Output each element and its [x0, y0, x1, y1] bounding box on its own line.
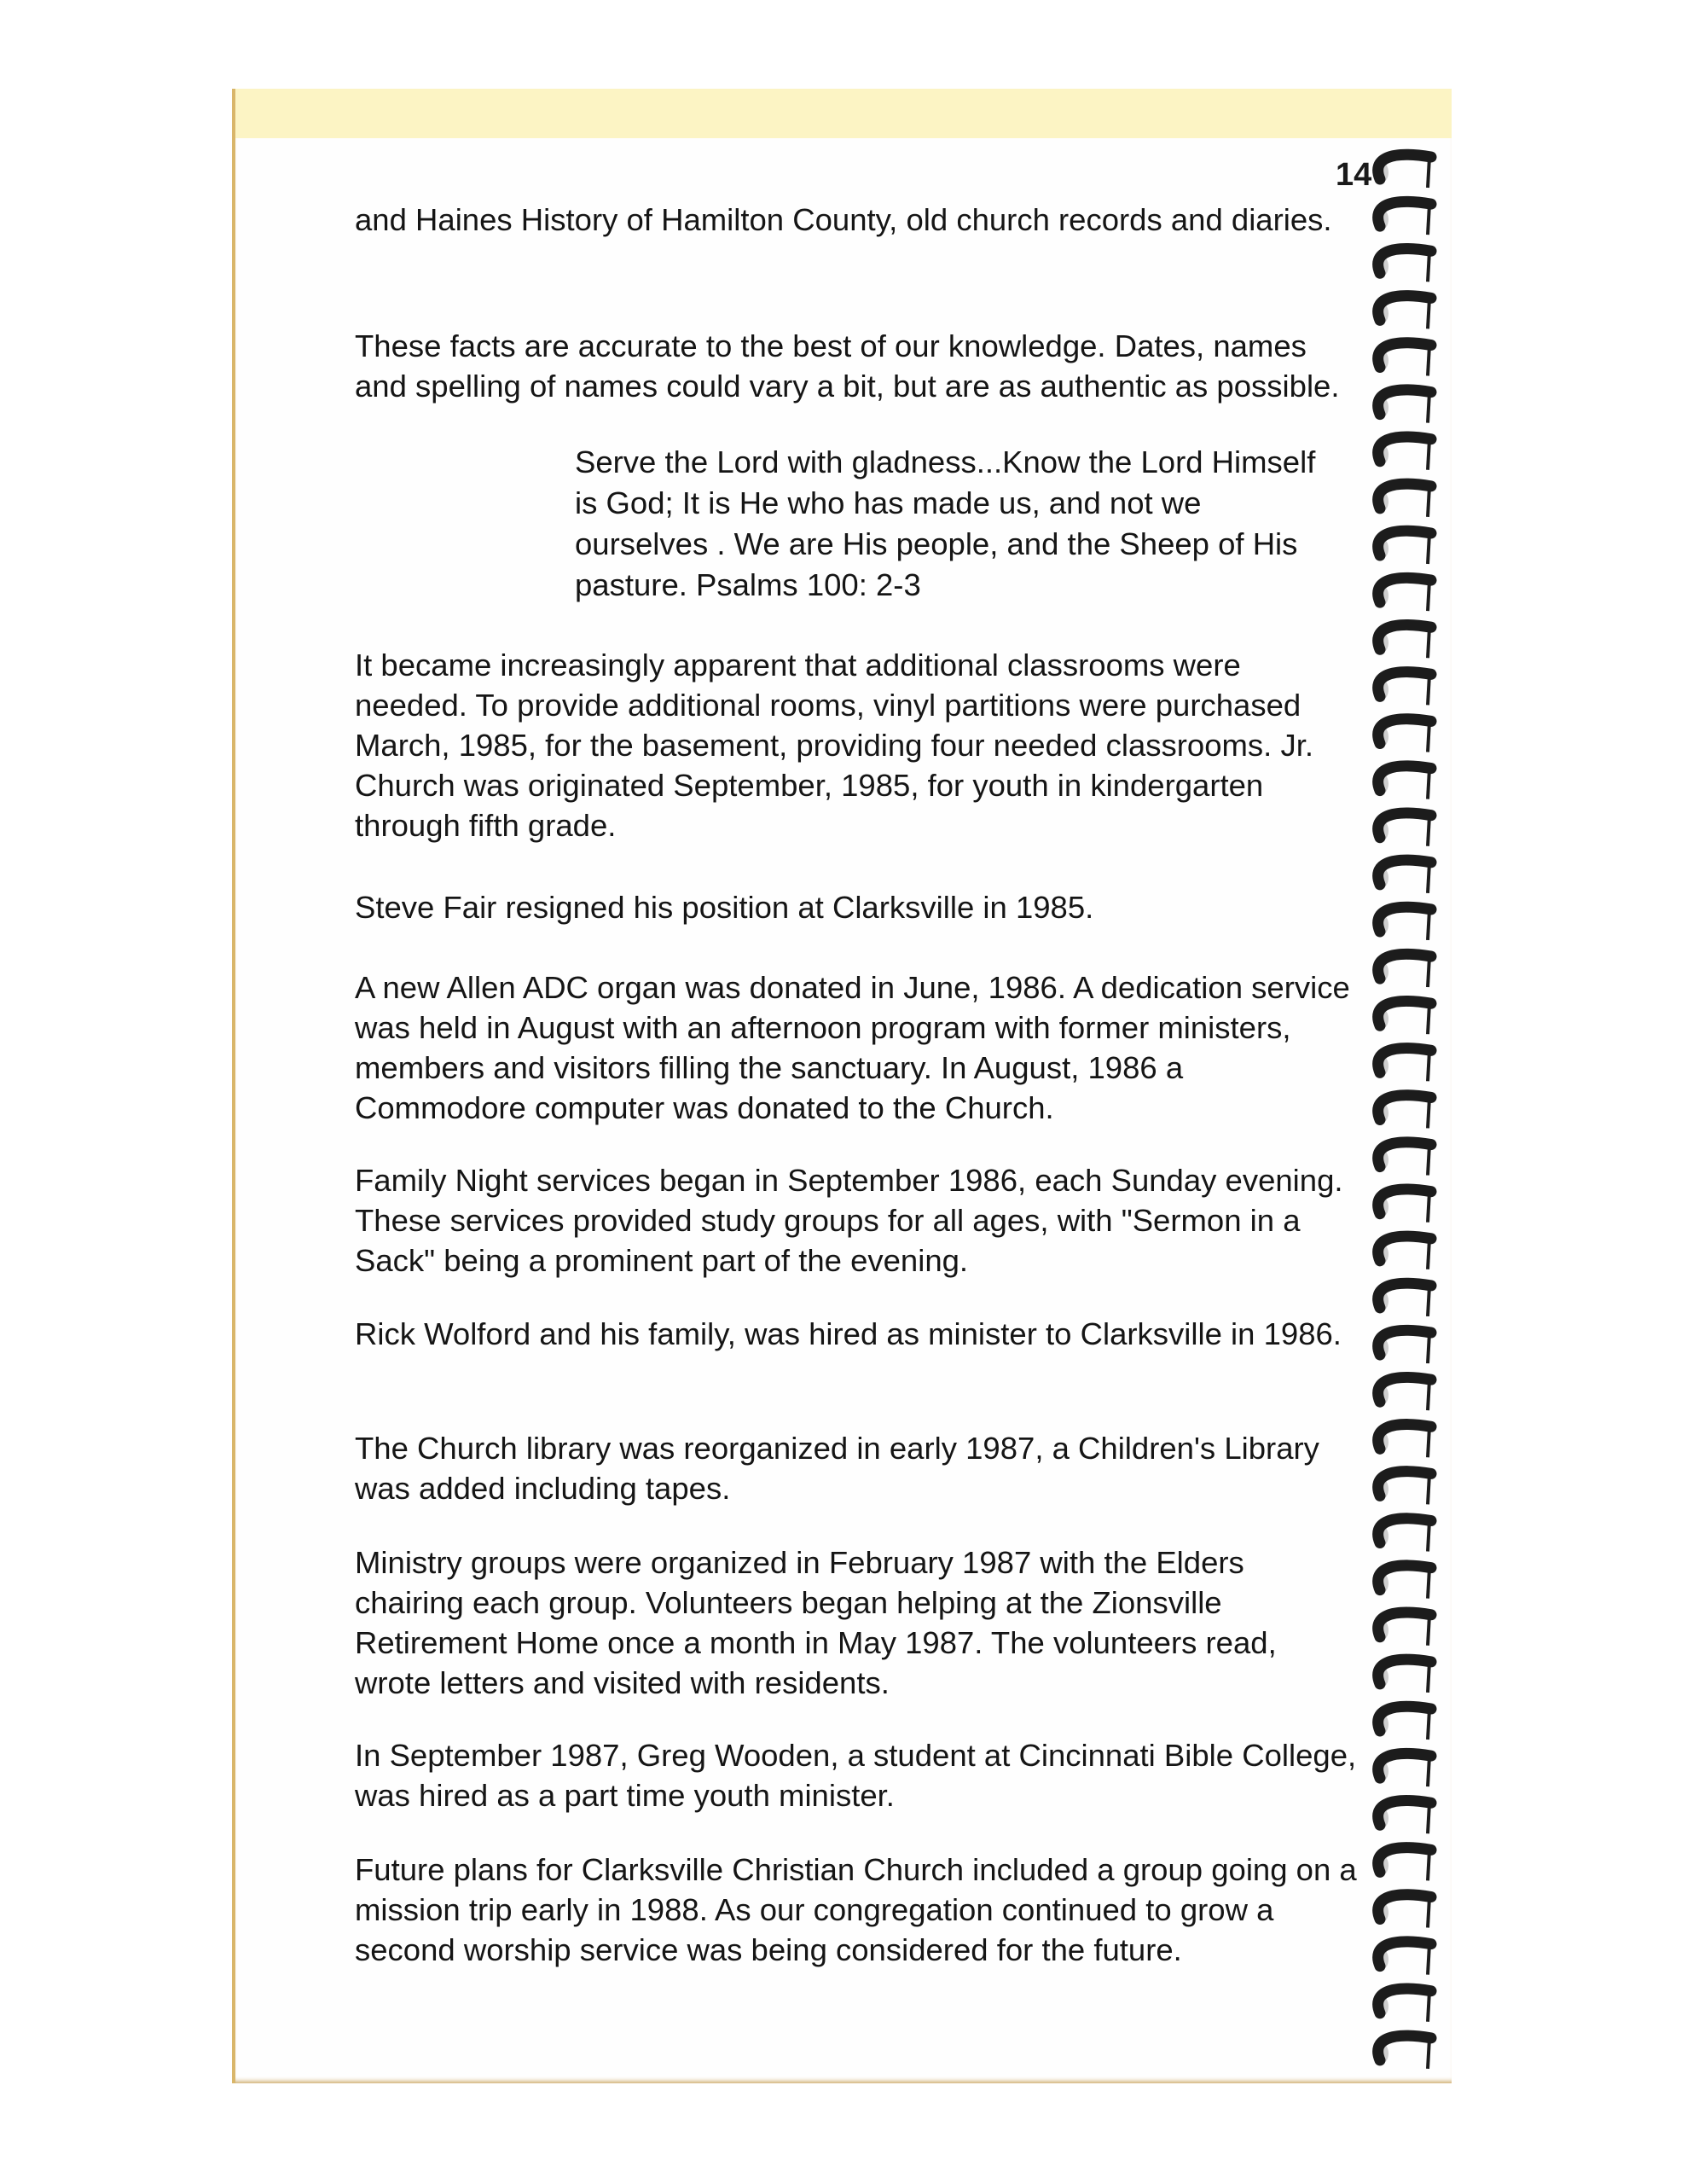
binding-ring — [1375, 578, 1431, 611]
binding-wire — [1428, 1097, 1429, 1128]
binding-wire — [1428, 863, 1429, 893]
binding-wire — [1428, 627, 1429, 658]
binding-ring — [1375, 296, 1431, 329]
binding-wire — [1428, 1568, 1429, 1599]
binding-wire — [1428, 1286, 1429, 1316]
paragraph-rick-wolford: Rick Wolford and his family, was hired as minister to Clarksville in 1986. — [355, 1316, 1342, 1351]
binding-ring — [1375, 1377, 1431, 1410]
paragraph-sources: and Haines History of Hamilton County, old church records and diaries. — [355, 202, 1332, 237]
page-number: 14 — [1336, 157, 1372, 193]
binding-wire — [1428, 816, 1429, 846]
binding-wire — [1428, 1192, 1429, 1223]
binding-ring — [1375, 1801, 1431, 1834]
binding-wire — [1428, 2038, 1429, 2069]
binding-ring — [1375, 907, 1431, 940]
binding-ring — [1375, 954, 1431, 987]
binding-wire — [1428, 1756, 1429, 1786]
binding-wire — [1428, 1521, 1429, 1552]
binding-ring — [1375, 1472, 1431, 1505]
binding-wire — [1428, 1709, 1429, 1740]
binding-ring — [1375, 1236, 1431, 1269]
binding-wire — [1428, 674, 1429, 705]
binding-ring — [1375, 1753, 1431, 1786]
binding-wire — [1428, 1850, 1429, 1880]
binding-wire — [1428, 1615, 1429, 1646]
notebook-page — [232, 89, 1452, 2083]
binding-ring — [1375, 1001, 1431, 1034]
binding-wire — [1428, 439, 1429, 470]
binding-ring — [1375, 1989, 1431, 2022]
paragraph-accuracy: These facts are accurate to the best of our knowledge. Dates, names and spelling of names could vary a bit, but are as authentic as possible. — [355, 328, 1340, 404]
binding-wire — [1428, 1803, 1429, 1833]
binding-ring — [1375, 672, 1431, 706]
binding-wire — [1428, 486, 1429, 517]
binding-wire — [1428, 1897, 1429, 1928]
binding-wire — [1428, 1944, 1429, 1975]
binding-wire — [1428, 769, 1429, 799]
binding-wire — [1428, 204, 1429, 235]
top-tab-strip — [235, 89, 1452, 138]
paragraph-family-night: Family Night services began in September 1986, each Sunday evening. These services provided study groups for all ages, with "Sermon in a Sack" being a prominent part of the evening. — [355, 1163, 1343, 1278]
binding-ring — [1375, 1706, 1431, 1740]
binding-wire — [1428, 157, 1429, 188]
binding-wire — [1428, 1239, 1429, 1269]
binding-ring — [1375, 484, 1431, 517]
binding-ring — [1375, 1048, 1431, 1082]
binding-ring — [1375, 813, 1431, 846]
binding-wire — [1428, 580, 1429, 611]
binding-ring — [1375, 1612, 1431, 1646]
binding-ring — [1375, 1659, 1431, 1693]
binding-wire — [1428, 956, 1429, 987]
binding-wire — [1428, 1991, 1429, 2022]
binding-wire — [1428, 1662, 1429, 1693]
paragraph-library: The Church library was reorganized in early 1987, a Children's Library was added including tapes. — [355, 1431, 1319, 1506]
binding-ring — [1375, 201, 1431, 235]
binding-wire — [1428, 392, 1429, 423]
binding-wire — [1428, 909, 1429, 940]
binding-ring — [1375, 154, 1431, 188]
paragraph-classrooms: It became increasingly apparent that additional classrooms were needed. To provide additional rooms, vinyl partitions were purchased March, 1985, for the basement, providing four needed classrooms. Jr. Church was originated September, 1985, for youth in kindergarten through fifth grade. — [355, 648, 1313, 843]
binding-ring — [1375, 625, 1431, 659]
binding-wire — [1428, 251, 1429, 282]
paragraph-greg-wooden: In September 1987, Greg Wooden, a student at Cincinnati Bible College, was hired as a part time youth minister. — [355, 1738, 1357, 1813]
spiral-binding-icon — [1365, 145, 1458, 2073]
paragraph-ministry-groups: Ministry groups were organized in February 1987 with the Elders chairing each group. Volunteers began helping at the Zionsville Retirement Home once a month in May 1987. The volunteers read, wrote letters and visited with residents. — [355, 1545, 1277, 1700]
binding-wire — [1428, 533, 1429, 564]
binding-ring — [1375, 1283, 1431, 1316]
binding-ring — [1375, 1189, 1431, 1223]
scripture-verse: Serve the Lord with gladness...Know the Lord Himself is God; It is He who has made us, and not we ourselves . We are His people, and the Sheep of His pasture. Psalms 100: 2-3 — [575, 444, 1316, 602]
binding-ring — [1375, 860, 1431, 893]
binding-ring — [1375, 390, 1431, 423]
binding-ring — [1375, 1848, 1431, 1881]
binding-ring — [1375, 343, 1431, 376]
binding-wire — [1428, 345, 1429, 375]
binding-ring — [1375, 1519, 1431, 1552]
paragraph-future-plans: Future plans for Clarksville Christian Church included a group going on a mission trip early in 1988. As our congregation continued to grow a second worship service was being considered for the future. — [355, 1852, 1357, 1967]
binding-wire — [1428, 1333, 1429, 1363]
binding-wire — [1428, 1145, 1429, 1176]
binding-ring — [1375, 766, 1431, 799]
binding-ring — [1375, 437, 1431, 470]
binding-wire — [1428, 1380, 1429, 1410]
binding-wire — [1428, 1473, 1429, 1504]
binding-wire — [1428, 1426, 1429, 1457]
binding-ring — [1375, 1942, 1431, 1975]
binding-wire — [1428, 298, 1429, 328]
binding-wire — [1428, 1003, 1429, 1034]
binding-ring — [1375, 719, 1431, 752]
binding-ring — [1375, 1425, 1431, 1458]
binding-ring — [1375, 1895, 1431, 1928]
paragraph-steve-fair: Steve Fair resigned his position at Clarksville in 1985. — [355, 890, 1094, 925]
binding-ring — [1375, 1142, 1431, 1176]
binding-wire — [1428, 1050, 1429, 1081]
binding-ring — [1375, 1095, 1431, 1129]
paragraph-organ: A new Allen ADC organ was donated in June, 1986. A dedication service was held in August with an afternoon program with former ministers, members and visitors filling the sanctuary. In August, 1986 a Commodore computer was donated to the Church. — [355, 970, 1350, 1125]
binding-ring — [1375, 2036, 1431, 2069]
binding-ring — [1375, 1330, 1431, 1363]
binding-wire — [1428, 721, 1429, 752]
binding-ring — [1375, 531, 1431, 564]
binding-ring — [1375, 249, 1431, 282]
binding-ring — [1375, 1565, 1431, 1599]
